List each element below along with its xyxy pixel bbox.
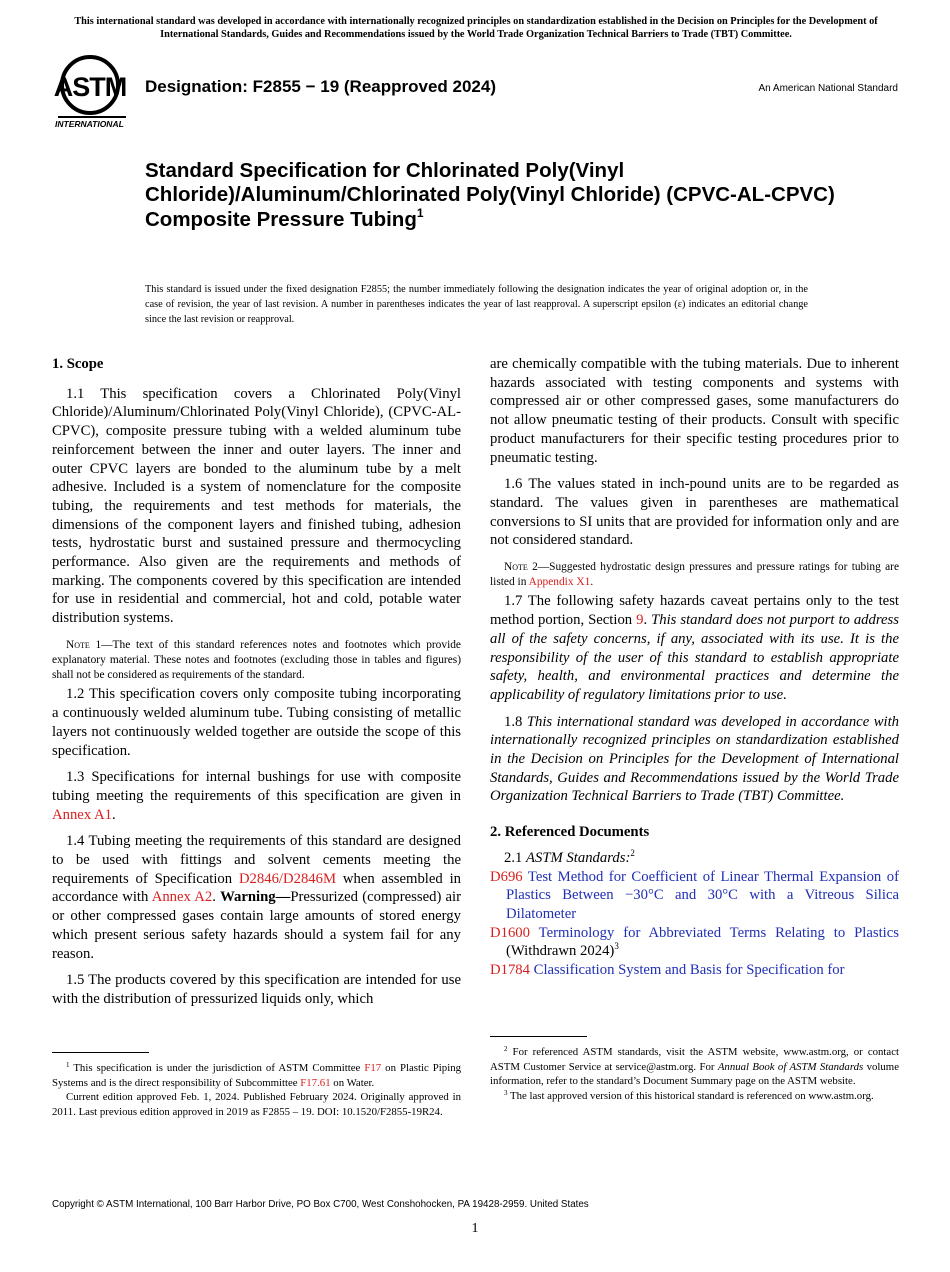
note-2 xyxy=(490,560,899,590)
footnote-mark-2: 2 xyxy=(630,847,635,858)
astm-logo xyxy=(52,54,134,130)
paragraph-1-4-text-2: when assembled in accordance with xyxy=(52,870,461,906)
link-appendix-x1[interactable]: Appendix X1 xyxy=(528,576,591,589)
note-1 xyxy=(52,638,461,684)
note-2-text: 2—Suggested hydrostatic design pressures and pressure ratings for tubing are listed in xyxy=(490,561,899,589)
footnote-mark-3: 3 xyxy=(614,941,619,952)
section-heading-referenced-documents: 2. Referenced Documents xyxy=(490,824,650,841)
paragraph-1-4 xyxy=(52,832,461,963)
reference-d1784 xyxy=(490,961,899,980)
paragraph-1-7 xyxy=(490,592,899,704)
astm-standards-label: ASTM Standards: xyxy=(526,849,631,866)
paragraph-1-4-text: 1.4 Tubing meeting the requirements of this standard are designed to be used with fittings and solvent cements meeting the requirements of Specification xyxy=(52,833,461,887)
document-title xyxy=(145,159,845,232)
svg-text:ASTM: ASTM xyxy=(53,72,127,102)
warning-label: Warning— xyxy=(220,889,291,906)
paragraph-1-5-continued: are chemically compatible with the tubing materials. Due to inherent hazards associated with testing components and systems with compressed air or other compressed gases, some manufacturers do not allow pneumatic testing of their products. Consult with specific product manufacturers for their specific testing procedures prior to pneumatic testing. xyxy=(490,356,899,466)
reference-title[interactable]: Classification System and Basis for Specification for xyxy=(533,962,845,979)
note-2-label: Note xyxy=(504,561,528,574)
paragraph-1-8 xyxy=(490,713,899,807)
footnote-3-text: The last approved version of this historical standard is referenced on www.astm.org. xyxy=(507,1089,874,1102)
designation: Designation: F2855 − 19 (Reapproved 2024) xyxy=(145,77,496,96)
link-annex-a2[interactable]: Annex A2 xyxy=(151,889,213,906)
note-2-end: . xyxy=(590,576,594,589)
issuance-statement: This standard is issued under the fixed designation F2855; the number immediately following the designation indicates the year of original adoption or, in the case of revision, the year of last revision. A number in parentheses indicates the year of last reapproval. A superscript epsilon (ε) indicates an editorial change since the last revision or reapproval. xyxy=(145,284,808,326)
copyright-line: Copyright © ASTM International, 100 Barr Harbor Drive, PO Box C700, West Conshohocken, PA 19428-2959. United States xyxy=(52,1199,589,1210)
paragraph-1-3-text: 1.3 Specifications for internal bushings for use with composite tubing meeting the requirements of this specification are given in xyxy=(52,769,461,804)
footnote-1-edition: Current edition approved Feb. 1, 2024. Published February 2024. Originally approved in 2011. Last previous edition approved in 2019 as F2855 – 19. DOI: 10.1520/F2855-19R24. xyxy=(52,1091,461,1118)
reference-code[interactable]: D1784 xyxy=(490,962,530,979)
footnote-1-text-3: on Water. xyxy=(330,1076,375,1089)
reference-title[interactable]: Test Method for Coefficient of Linear Thermal Expansion of Plastics Between −30°C and 30°C with a Vitreous Silica Dilatometer xyxy=(506,868,899,922)
title-footnote-mark: 1 xyxy=(416,205,424,220)
left-column xyxy=(52,355,461,1009)
link-section-9[interactable]: 9 xyxy=(636,612,644,629)
section-heading-scope: 1. Scope xyxy=(52,356,104,372)
footnote-1-mark: 1 xyxy=(66,1061,70,1069)
footnote-1-text: This specification is under the jurisdiction of ASTM Committee xyxy=(69,1062,365,1074)
paragraph-1-4-text-3: . xyxy=(212,889,221,906)
top-notice: This international standard was developed in accordance with internationally recognized principles on standardization established in the Decision on Principles for the Development of International Standards, Guides and Recommendations issued by the World Trade Organization Technical Barriers to Trade (TBT) Committee. xyxy=(74,16,878,40)
footnote-3 xyxy=(490,1089,899,1104)
safety-caveat: This standard does not purport to address all of the safety concerns, if any, associated with its use. It is the responsibility of the user of this standard to establish appropriate safety, health, and environmental practices and determine the applicability of regulatory limitations prior to use. xyxy=(490,612,899,703)
note-1-label: Note xyxy=(66,638,90,651)
footnote-2-mark: 2 xyxy=(504,1045,508,1053)
footnotes-left xyxy=(52,1061,461,1119)
reference-code[interactable]: D1600 xyxy=(490,924,530,941)
reference-withdrawn-note: (Withdrawn 2024) xyxy=(506,943,615,960)
footnote-1 xyxy=(52,1061,461,1090)
annual-book-title: Annual Book of ASTM Standards xyxy=(717,1060,864,1073)
reference-title[interactable]: Terminology for Abbreviated Terms Relating to Plastics xyxy=(538,924,899,941)
paragraph-1-1: 1.1 This specification covers a Chlorinated Poly(Vinyl Chloride)/Aluminum/Chlorinated Poly(Vinyl Chloride), (CPVC-AL-CPVC), composite pressure tubing with a welded aluminum tube reinforcement between the inner and outer layers. The inner and outer CPVC layers are bonded to the aluminum tube by a melt adhesive. Included is a system of nomenclature for the composite tubing, the requirements and test methods for materials, the dimensions of the component layers and finished tubing, adhesion tests, hydrostatic burst and sustained pressure and thermocycling performance. Also given are the requirements and methods of marking. The components covered by this specification are intended for use in residential and commercial, hot and cold, potable water distribution systems. xyxy=(52,385,461,627)
logo-wordmark: INTERNATIONAL xyxy=(55,119,124,129)
footnote-rule-left xyxy=(52,1052,149,1053)
paragraph-1-5: 1.5 The products covered by this specification are intended for use with the distribution of pressurized liquids only, which xyxy=(52,972,461,1007)
paragraph-1-7-text-2: . xyxy=(643,612,652,629)
american-national-standard: An American National Standard xyxy=(758,83,898,94)
page-number: 1 xyxy=(471,1221,479,1236)
paragraph-1-3-end: . xyxy=(111,806,116,823)
paragraph-1-6: 1.6 The values stated in inch-pound units are to be regarded as standard. The values given in parentheses are mathematical conversions to SI units that are provided for information only and are not considered standard. xyxy=(490,476,899,549)
paragraph-2-1 xyxy=(490,849,899,868)
footnotes-right xyxy=(490,1045,899,1103)
footnote-1-text-2: on Plastic Piping Systems and is the direct responsibility of Subcommittee xyxy=(52,1062,462,1089)
paragraph-1-3 xyxy=(52,768,461,824)
link-annex-a1[interactable]: Annex A1 xyxy=(52,806,112,823)
footnote-3-mark: 3 xyxy=(504,1088,508,1097)
note-1-text: 1—The text of this standard references notes and footnotes which provide explanatory material. These notes and footnotes (excluding those in tables and figures) shall not be considered as requirements of the standard. xyxy=(52,638,461,682)
footnote-2 xyxy=(490,1045,899,1089)
link-subcommittee-f17-61[interactable]: F17.61 xyxy=(300,1076,331,1089)
paragraph-2-1-number: 2.1 xyxy=(504,849,527,866)
reference-d1600 xyxy=(490,924,899,961)
right-column xyxy=(490,355,899,980)
paragraph-1-8-text: This international standard was developed in accordance with internationally recognized principles on standardization established in the Decision on Principles for the Development of International Standards, Guides and Recommendations issued by the World Trade Organization Technical Barriers to Trade (TBT) Committee. xyxy=(490,713,899,805)
link-committee-f17[interactable]: F17 xyxy=(364,1062,382,1074)
footnote-rule-right xyxy=(490,1036,587,1037)
footnote-2-text: For referenced ASTM standards, visit the ASTM website, www.astm.org, or contact ASTM Customer Service at service@astm.org. For xyxy=(490,1046,899,1073)
reference-d696 xyxy=(490,868,899,924)
footnote-2-text-2: volume information, refer to the standard’s Document Summary page on the ASTM website. xyxy=(490,1060,899,1088)
paragraph-1-7-text: 1.7 The following safety hazards caveat pertains only to the test method portion, Section xyxy=(490,593,899,629)
link-d2846[interactable]: D2846/D2846M xyxy=(238,870,337,887)
title-text: Standard Specification for Chlorinated Poly(Vinyl Chloride)/Aluminum/Chlorinated Poly(Vinyl Chloride) (CPVC-AL-CPVC) Composite Pressure Tubing xyxy=(145,159,835,231)
paragraph-1-2: 1.2 This specification covers only composite tubing incorporating a continuously welded aluminum tube. Tubing consisting of metallic layers not continuously welded together are outside the scope of this specification. xyxy=(52,686,461,759)
reference-code[interactable]: D696 xyxy=(490,868,523,885)
paragraph-1-4-warning-text: Pressurized (compressed) air or other compressed gases contain large amounts of stored energy which present serious safety hazards should a system fail for any reason. xyxy=(52,889,462,962)
paragraph-1-8-number: 1.8 xyxy=(504,713,527,730)
